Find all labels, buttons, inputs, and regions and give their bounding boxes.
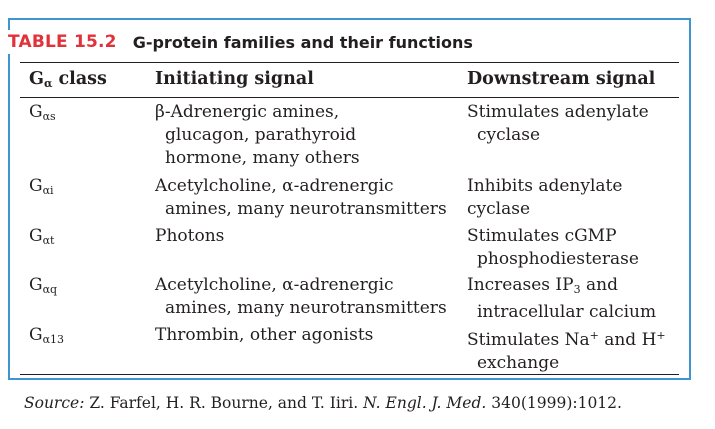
downstream-line: exchange: [477, 353, 560, 373]
downstream-line: cyclase: [477, 125, 541, 145]
row-initiating-signal: [155, 225, 455, 248]
header-class: [29, 66, 107, 97]
source-citation: 340(1999):1012.: [486, 394, 622, 412]
downstream-line: [467, 324, 677, 352]
class-subscript: αq: [42, 283, 58, 296]
source-authors: Z. Farfel, H. R. Bourne, and T. Iiri.: [84, 394, 364, 412]
downstream-line: Inhibits adenylate cyclase: [467, 176, 623, 219]
downstream-text: and: [580, 275, 618, 295]
initiating-line: hormone, many others: [165, 148, 360, 168]
class-subscript: αt: [42, 234, 55, 247]
class-base: G: [29, 275, 43, 295]
row-class: [29, 324, 64, 351]
initiating-line: amines, many neurotransmitters: [165, 199, 447, 219]
downstream-text: and H: [598, 330, 657, 350]
row-class: [29, 274, 57, 301]
initiating-line: Thrombin, other agonists: [155, 325, 374, 345]
initiating-line: Photons: [155, 226, 225, 246]
table-title: G-protein families and their functions: [132, 32, 473, 52]
row-class: [29, 225, 54, 252]
class-base: G: [29, 325, 43, 345]
row-downstream-signal: [467, 101, 677, 147]
row-class: [29, 175, 54, 202]
class-subscript: αs: [42, 110, 56, 123]
header-initiating-signal: Initiating signal: [155, 69, 314, 89]
header-downstream-signal: Downstream signal: [467, 69, 656, 89]
source-note: [24, 393, 622, 413]
hydrogen-charge: +: [656, 329, 666, 342]
class-base: G: [29, 102, 43, 122]
header-row: [20, 66, 679, 94]
table-bottom-rule: [20, 374, 679, 375]
downstream-line: [467, 274, 677, 301]
downstream-line: intracellular calcium: [477, 302, 657, 322]
downstream-text: Stimulates Na: [467, 330, 590, 350]
row-class: [29, 101, 56, 128]
sodium-charge: +: [589, 329, 599, 342]
class-subscript: αi: [42, 184, 54, 197]
initiating-line: amines, many neurotransmitters: [165, 298, 447, 318]
downstream-line: phosphodiesterase: [477, 249, 639, 269]
row-initiating-signal: [155, 324, 455, 347]
initiating-line: Acetylcholine, α-adrenergic: [155, 176, 394, 196]
downstream-line: Stimulates adenylate: [467, 102, 649, 122]
initiating-line: glucagon, parathyroid: [165, 125, 357, 145]
row-downstream-signal: [467, 274, 677, 324]
header-class-label: class: [58, 69, 107, 89]
header-top-rule: [20, 62, 679, 63]
initiating-line: β-Adrenergic amines,: [155, 102, 340, 122]
source-journal: N. Engl. J. Med.: [363, 394, 487, 412]
source-label: Source:: [24, 394, 85, 412]
initiating-line: Acetylcholine, α-adrenergic: [155, 275, 394, 295]
row-downstream-signal: [467, 324, 677, 375]
row-initiating-signal: [155, 274, 455, 320]
ip3-subscript: 3: [573, 283, 581, 296]
header-class-symbol: G: [29, 69, 44, 89]
table-caption: [8, 30, 483, 54]
row-initiating-signal: [155, 175, 455, 221]
row-downstream-signal: [467, 225, 677, 271]
row-initiating-signal: [155, 101, 455, 170]
class-base: G: [29, 226, 43, 246]
header-bottom-rule: [20, 97, 679, 98]
table-number: TABLE 15.2: [8, 32, 117, 52]
downstream-line: Stimulates cGMP: [467, 226, 617, 246]
class-base: G: [29, 176, 43, 196]
downstream-text: Increases IP: [467, 275, 574, 295]
class-subscript: α13: [42, 333, 65, 346]
row-downstream-signal: [467, 175, 677, 221]
header-class-subscript: α: [43, 77, 53, 90]
